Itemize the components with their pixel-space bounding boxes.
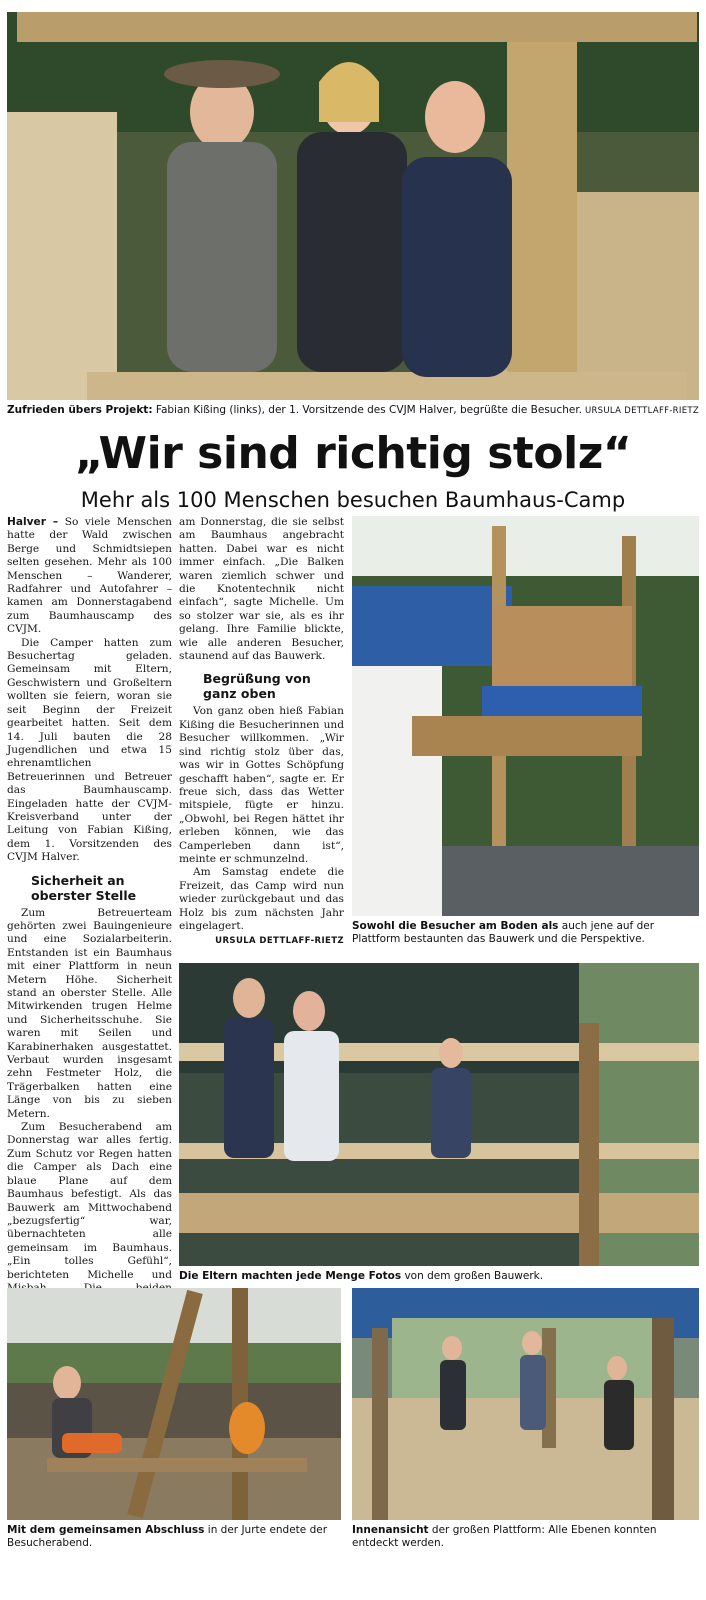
inside-photo — [352, 1288, 699, 1520]
yurt-photo-caption — [7, 1524, 341, 1550]
subheadline: Mehr als 100 Menschen besuchen Baumhaus-Camp — [80, 488, 626, 512]
inner-platform-photo-icon — [352, 1288, 699, 1520]
article-paragraph: Von ganz oben hieß Fabian Kißing die Besucherinnen und Besucher willkommen. „Wir sind richtig stolz über das, was wir in Gottes Schöpfung geschafft haben“, sagte er. Er freue sich, dass das Wetter mitspiele, fügte er hinzu. „Obwohl, bei Regen hättet ihr erleben können, wie das Camperleben dann ist“, meinte er schmunzelnd. — [179, 705, 344, 865]
group-portrait-photo-icon — [7, 12, 699, 400]
section-heading: Begrüßung von ganz oben — [203, 671, 311, 702]
article-paragraph: Zum Besucherabend am Donnerstag war alles fertig. Zum Schutz vor Regen hatten die Camper als Dach eine blaue Plane auf dem Baumhaus befestigt. Als das Bauwerk am Mittwochabend „bezugsfertig“ war, übernachteten alle gemeinsam im Baumhaus. „Ein tolles Gefühl“, berichteten Michelle und — [7, 1121, 172, 1281]
article-paragraph: am Donnerstag, die sie selbst am Baumhaus angebracht hatten. Dabei war es nicht immer einfach. „Die Balken waren ziemlich schwer und die Knotentechnik nicht einfach“, sagte Michelle. Um so stolzer war sie, als es ihr gelang. Ihre Familie blickte, wie alle anderen Besucher, staunend auf das Bauwerk. — [179, 516, 344, 663]
caption-text: Fabian Kißing (links), der 1. Vorsitzende des CVJM Halver, begrüßte die Besucher. — [152, 404, 583, 416]
caption-text: auch jene auf der Plattform bestaunten das Bauwerk und die Perspektive. — [352, 920, 655, 945]
tower-photo — [352, 516, 699, 916]
top-photo — [7, 12, 699, 400]
inside-photo-caption — [352, 1524, 699, 1550]
platform-visitors-photo-icon — [179, 963, 699, 1266]
article-paragraph: Am Samstag endete die Freizeit, das Camp wird nun wieder zurückgebaut und das Holz bis zum nächsten Jahr eingelagert. — [179, 866, 344, 932]
yurt-campfire-photo-icon — [7, 1288, 341, 1520]
top-photo-caption — [7, 404, 699, 417]
article-paragraph: Zum Betreuerteam gehörten zwei Bauingenieure und eine Sozialarbeiterin. Entstanden ist ein Baumhaus mit einer Plattform in neun Metern Höhe. Sicherheit stand an oberster Stelle. Alle Mitwirkenden trugen Helme und Sicherheitsschuhe. Sie waren mit Seilen und Karabinerhaken ausgestattet. Verbaut wurden insgesamt zehn Festmeter Holz, die Trägerbalken hatten eine Länge von bis zu sieben Metern. — [7, 906, 172, 1120]
caption-lead: Sowohl die Besucher am Boden als — [352, 920, 559, 932]
platform-photo-caption — [179, 1270, 699, 1283]
tower-photo-caption — [352, 920, 699, 946]
caption-lead: Innenansicht — [352, 1524, 429, 1536]
caption-lead: Die Eltern machten jede Menge Fotos — [179, 1270, 402, 1282]
article-column-2 — [179, 516, 344, 949]
platform-photo — [179, 963, 699, 1266]
caption-text: von dem großen Bauwerk. — [401, 1270, 544, 1282]
caption-lead: Mit dem gemeinsamen Abschluss — [7, 1524, 205, 1536]
section-heading: Sicherheit an oberster Stelle — [31, 872, 137, 903]
article-paragraph: Die Camper hatten zum Besuchertag geladen. Gemeinsam mit Eltern, Geschwistern und Großeltern wollten sie feiern, woran sie seit Beginn der Freizeit gearbeitet hatten. Seit dem 14. Juli bauten die 28 Jugendlichen und etwa 15 ehrenamtlichen Betreuerinnen und Betreuer das Baumhauscamp. Eingeladen hatte der CVJM-Kreisverband unter der Leitung von Fabian Kißing, dem 1. Vorsitzenden des CVJM Halver. — [7, 636, 172, 864]
caption-lead: Zufrieden übers Projekt: — [7, 404, 153, 416]
headline: „Wir sind richtig stolz“ — [74, 428, 632, 479]
article-paragraph: Halver – So viele Menschen hatte der Wald zwischen Berge und Schmidtsiepen selten gesehen. Mehr als 100 Menschen – Wanderer, Radfahrer und Autofahrer – kamen am Donnerstagabend zum Baumhauscamp des CVJM. — [7, 516, 173, 636]
caption-text: in der Jurte endete der Besucherabend. — [7, 1524, 328, 1549]
dateline: Halver – — [7, 516, 59, 528]
article-column-1 — [7, 516, 172, 1349]
treehouse-tower-photo-icon — [352, 516, 699, 916]
yurt-photo — [7, 1288, 341, 1520]
article-author: URSULA DETTLAFF-RIETZ — [215, 936, 344, 947]
caption-text: der großen Plattform: Alle Ebenen konnten entdeckt werden. — [352, 1524, 657, 1549]
photo-credit: URSULA DETTLAFF-RIETZ — [584, 406, 699, 416]
